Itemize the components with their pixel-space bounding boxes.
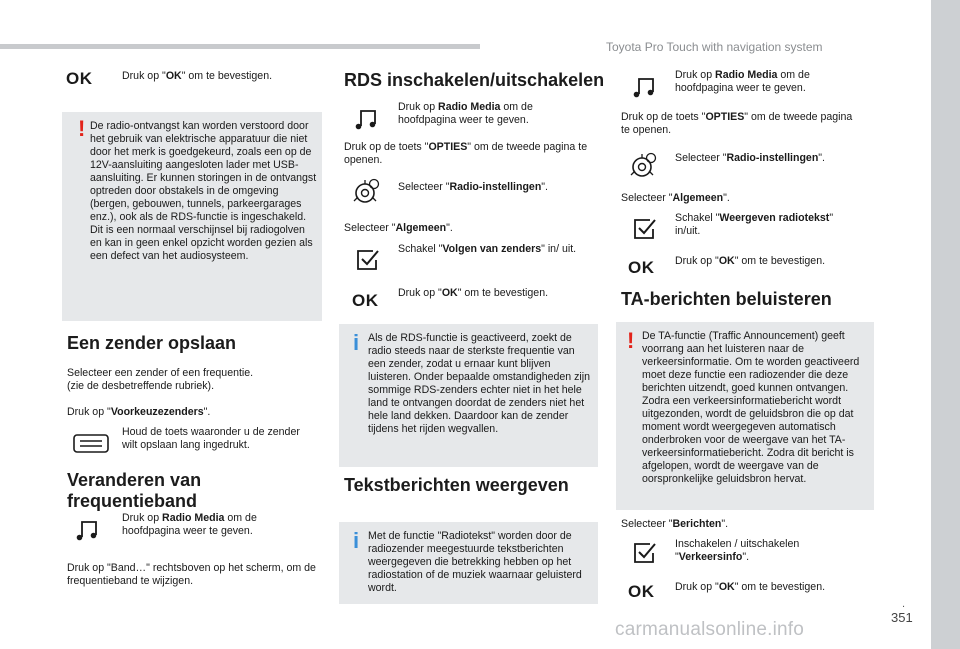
rds-step-radio-media: Druk op Radio Media om de hoofdpagina weer te geven. [398, 101, 533, 126]
ok-icon: OK [352, 291, 379, 310]
heading-text-messages: Tekstberichten weergeven [344, 475, 569, 495]
ta-step-show-radiotext: Schakel "Weergeven radiotekst" in/uit. [675, 212, 834, 237]
ok-icon: OK [66, 69, 93, 88]
settings-gear-icon [350, 177, 384, 207]
warning-text-ta: De TA-functie (Traffic Announcement) geeft voorrang aan het luisteren naar de verkeersinformatie. Om te worden geactiveerd moet deze functie een radiozender die deze berichten uitzendt, goed kunnen ontvangen. Zodra een verkeersinformatiebericht wordt uitgezonden, wordt de geluidsbron die op dat moment wordt weergegeven automatisch onderbroken voor de weergave van het TA-verkeersinformatiebericht. Zodra dit bericht is afgelopen, wordt de weergave van de oorspronkelijke geluidsbron hervat. [642, 330, 860, 485]
watermark: carmanualsonline.info [615, 619, 805, 640]
rds-options-paragraph: Druk op de toets "OPTIES" om de tweede pagina te openen. [344, 141, 588, 166]
checkbox-icon [355, 248, 381, 272]
warning-text: De radio-ontvangst kan worden verstoord door het gebruik van elektrische apparatuur die niet door het merk is goedgekeurd, zoals een op de 12V-aansluiting aangesloten lader met USB-aansluiting. Er kunnen storingen in de ontvangst optreden door obstakels in de omgeving (bergen, gebouwen, tunnels, parkeergarages enz.), ook als de RDS-functie is ingeschakeld. Dit is een normaal verschijnsel bij radiogolven en kan in geen enkel opzicht worden gezien als een defect van het audiosysteem. [90, 120, 317, 262]
music-note-icon [353, 106, 379, 132]
band-step-text: Druk op Radio Media om de hoofdpagina weer te geven. [122, 512, 257, 537]
band-paragraph: Druk op "Band…" rechtsboven op het scherm, om de frequentieband te wijzigen. [67, 562, 316, 587]
ok-icon: OK [628, 258, 655, 277]
info-box-radiotext [339, 522, 598, 604]
ok-step-text: Druk op "OK" om te bevestigen. [122, 70, 273, 82]
heading-save-station: Een zender opslaan [67, 333, 237, 353]
save-presets-paragraph: Druk op "Voorkeuzezenders". [67, 406, 211, 418]
section-dot: . [902, 598, 906, 610]
heading-change-band: Veranderen van frequentieband [67, 470, 202, 511]
ta-step-ok: Druk op "OK" om te bevestigen. [675, 255, 826, 267]
heading-ta-messages: TA-berichten beluisteren [621, 289, 832, 309]
ta-step-radio-media: Druk op Radio Media om de hoofdpagina weer te geven. [675, 69, 810, 94]
music-note-icon [631, 74, 657, 100]
preset-buttons-icon [72, 433, 110, 455]
ok-icon: OK [628, 582, 655, 601]
rds-step-radio-settings: Selecteer "Radio-instellingen". [398, 181, 549, 193]
warning-box-ta [616, 322, 874, 510]
info-text-radiotext: Met de functie "Radiotekst" worden door de radiozender meegestuurde tekstberichten weergegeven die betrekking hebben op het radiostation of de muziek waarnaar geluisterd wordt. [368, 530, 582, 594]
page-number: 351 [891, 610, 913, 625]
checkbox-icon [632, 217, 658, 241]
warning-icon: ! [78, 116, 86, 141]
checkbox-icon [632, 541, 658, 565]
rds-general-paragraph: Selecteer "Algemeen". [344, 222, 453, 234]
info-icon: i [353, 528, 360, 553]
ta-messages-paragraph: Selecteer "Berichten". [621, 518, 729, 530]
ta-step-ok-final: Druk op "OK" om te bevestigen. [675, 581, 826, 593]
warning-box [62, 112, 322, 321]
info-box-rds [339, 324, 598, 467]
save-step-text: Houd de toets waaronder u de zender wilt opslaan lang ingedrukt. [122, 426, 300, 451]
info-text-rds: Als de RDS-functie is geactiveerd, zoekt de radio steeds naar de sterkste frequentie van een zender, zodat u ernaar kunt blijven luisteren. Onder bepaalde omstandigheden zijn sommige RDS-zenders echter niet in het hele land te ontvangen doordat de zenders niet het hele land dekken. Daardoor kan de zender tijdens het rijden wegvallen. [368, 332, 591, 435]
rds-step-follow-stations: Schakel "Volgen van zenders" in/ uit. [398, 243, 577, 255]
settings-gear-icon [627, 151, 661, 181]
info-icon: i [353, 330, 360, 355]
save-paragraph: Selecteer een zender of een frequentie. (zie de desbetreffende rubriek). [67, 367, 254, 392]
heading-rds: RDS inschakelen/uitschakelen [344, 70, 605, 90]
ta-step-traffic-info: Inschakelen / uitschakelen "Verkeersinfo". [675, 538, 800, 563]
music-note-icon [74, 517, 100, 543]
ta-step-radio-settings: Selecteer "Radio-instellingen". [675, 152, 826, 164]
rds-step-ok: Druk op "OK" om te bevestigen. [398, 287, 549, 299]
header-title: Toyota Pro Touch with navigation system [606, 40, 823, 54]
side-strip [931, 0, 960, 649]
ta-general-paragraph: Selecteer "Algemeen". [621, 192, 730, 204]
ta-options-paragraph: Druk op de toets "OPTIES" om de tweede pagina te openen. [621, 111, 853, 136]
header-rule [0, 44, 480, 49]
warning-icon: ! [627, 328, 635, 353]
